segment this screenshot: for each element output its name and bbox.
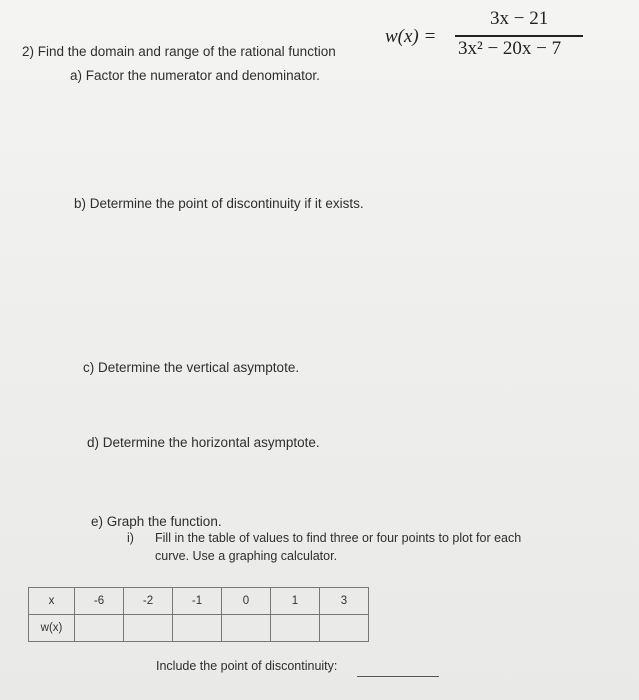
wx-value-cell [320,615,369,642]
part-d: d) Determine the horizontal asymptote. [87,435,320,450]
part-c: c) Determine the vertical asymptote. [83,360,300,375]
wx-value-cell [173,615,222,642]
wx-value-cell [271,615,320,642]
x-value-cell: -6 [75,588,124,615]
x-value-cell: 0 [222,588,271,615]
x-value-cell: 3 [320,588,369,615]
discontinuity-prompt: Include the point of discontinuity: [156,659,338,673]
row-label-wx: w(x) [29,615,75,642]
rational-function-formula [385,8,595,68]
part-e: e) Graph the function. [91,514,222,529]
part-e-i-marker: i) [127,531,134,545]
part-b: b) Determine the point of discontinuity if it exists. [74,196,364,211]
x-value-cell: 1 [271,588,320,615]
table-row-wx [29,615,369,642]
fraction-bar [455,35,583,37]
row-label-x: x [29,588,75,615]
x-value-cell: -2 [124,588,173,615]
table-row-x [29,588,369,615]
formula-lhs: w(x) = [385,26,437,47]
part-e-i-line2: curve. Use a graphing calculator. [155,549,338,563]
wx-value-cell [222,615,271,642]
wx-value-cell [124,615,173,642]
answer-blank-line [357,676,439,677]
part-a: a) Factor the numerator and denominator. [70,68,320,83]
wx-value-cell [75,615,124,642]
table-of-values [28,587,369,642]
x-value-cell: -1 [173,588,222,615]
part-e-i-line1: Fill in the table of values to find three or four points to plot for each [155,531,522,545]
question-text: 2) Find the domain and range of the rational function [22,44,336,59]
formula-numerator: 3x − 21 [490,8,549,29]
formula-denominator: 3x² − 20x − 7 [458,38,562,59]
